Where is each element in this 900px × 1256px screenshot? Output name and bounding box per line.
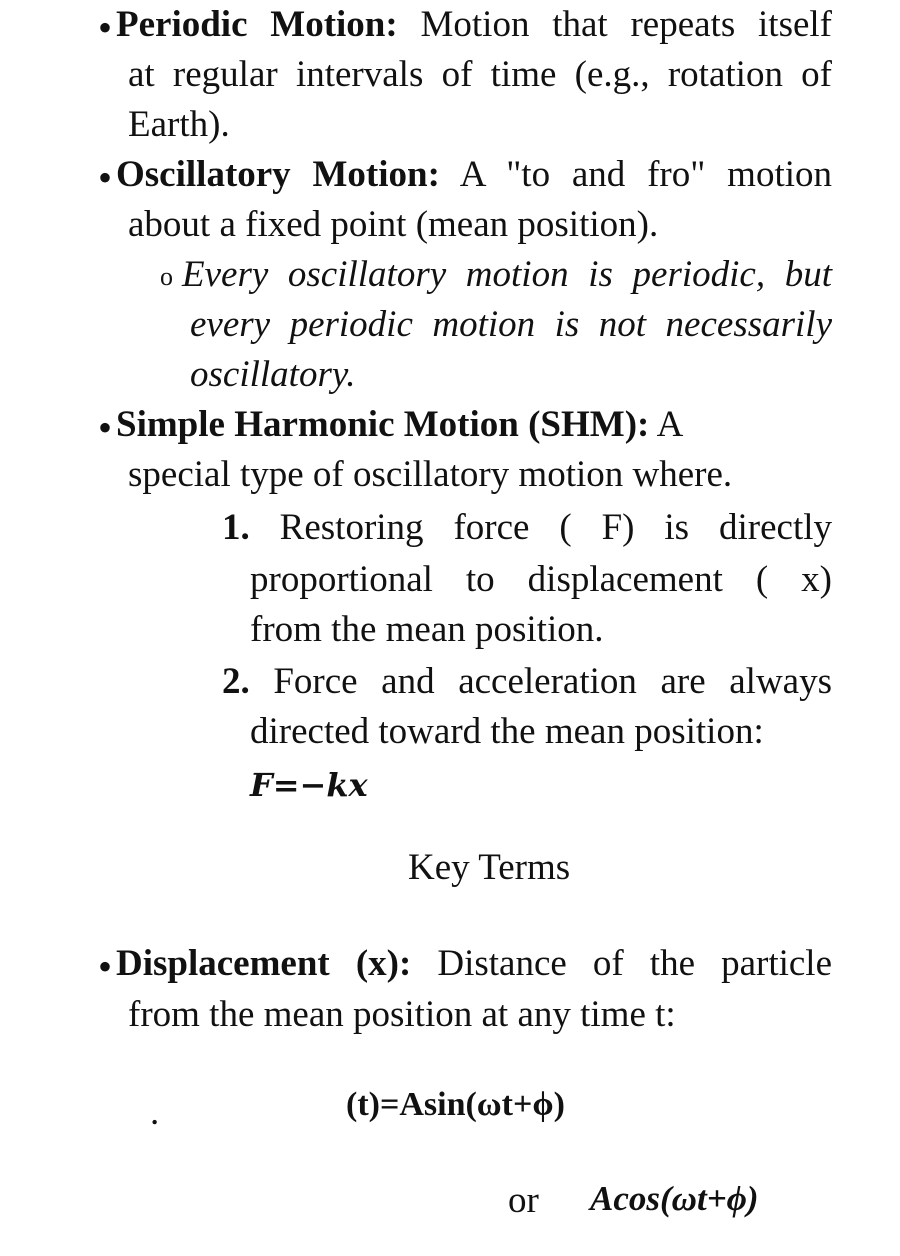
oscillatory-motion-line-1 — [116, 150, 832, 200]
oscillatory-note-line-3: oscillatory. — [190, 354, 356, 395]
shm-item-1-line-3: from the mean position. — [250, 609, 604, 650]
bullet-icon: • — [98, 5, 113, 50]
oscillatory-motion-line-2: about a fixed point (mean position). — [128, 204, 659, 245]
shm-force-formula: F=−kx — [250, 766, 368, 804]
circle-bullet-icon: o — [160, 262, 173, 291]
shm-line-1 — [116, 400, 683, 450]
displacement-equation-cos: Acos(ωt+ϕ) — [590, 1179, 759, 1218]
oscillatory-note-line-1: Every oscillatory motion is periodic, but — [182, 254, 832, 295]
shm-item-1-line-2: proportional to displacement ( x) — [250, 559, 832, 600]
shm-item-2-line-2: directed toward the mean position: — [250, 711, 764, 752]
periodic-motion-text: Motion that repeats itself — [420, 4, 832, 45]
displacement-dot: . — [150, 1092, 160, 1133]
shm-item-1-line-1 — [222, 503, 832, 553]
displacement-line-2: from the mean position at any time t: — [128, 994, 676, 1035]
oscillatory-motion-text: A "to and fro" motion — [459, 154, 833, 195]
shm-text: A — [656, 404, 684, 445]
periodic-motion-line-2: at regular intervals of time (e.g., rotation of — [128, 54, 832, 95]
shm-item-2-number: 2. — [222, 661, 250, 702]
oscillatory-motion-term: Oscillatory Motion: — [116, 154, 440, 195]
key-terms-heading: Key Terms — [408, 847, 571, 888]
bullet-icon: • — [98, 405, 113, 450]
shm-item-2-text: Force and acceleration are always — [273, 661, 832, 702]
displacement-term: Displacement (x): — [116, 943, 412, 984]
shm-line-2: special type of oscillatory motion where. — [128, 454, 733, 495]
periodic-motion-term: Periodic Motion: — [116, 4, 398, 45]
shm-item-1-number: 1. — [222, 507, 250, 548]
displacement-text: Distance of the particle — [437, 943, 832, 984]
shm-item-2-line-1 — [222, 657, 832, 707]
bullet-icon: • — [98, 155, 113, 200]
shm-item-1-text: Restoring force ( F) is directly — [279, 507, 833, 548]
displacement-equation-sin: (t)=Asin(ωt+ϕ) — [346, 1086, 565, 1123]
equation-or-label: or — [508, 1180, 539, 1221]
bullet-icon: • — [98, 944, 113, 989]
periodic-motion-line-1 — [116, 0, 832, 50]
shm-term: Simple Harmonic Motion (SHM): — [116, 404, 650, 445]
displacement-line-1 — [116, 939, 832, 989]
periodic-motion-line-3: Earth). — [128, 104, 230, 145]
oscillatory-note-line-2: every periodic motion is not necessarily — [190, 304, 832, 345]
